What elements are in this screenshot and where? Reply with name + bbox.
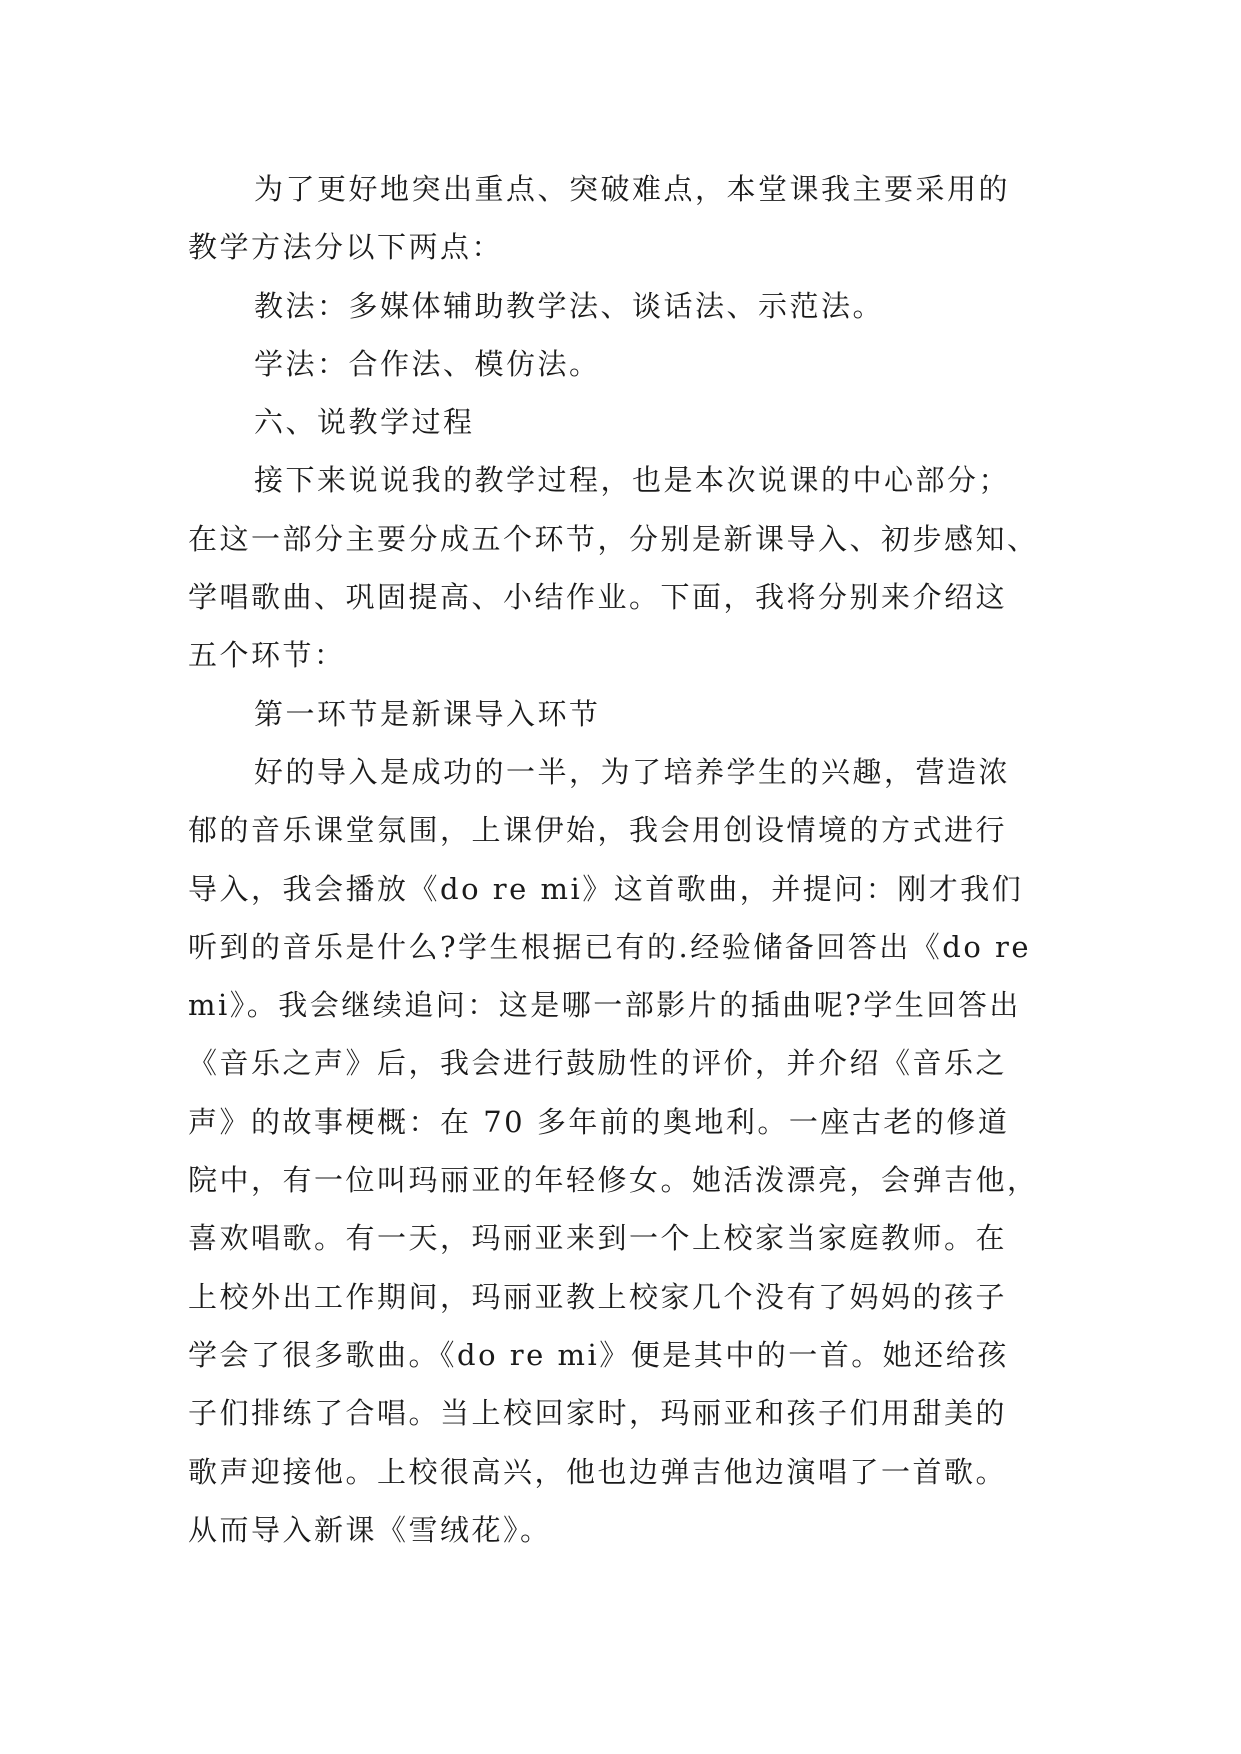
text-line: mi》。我会继续追问：这是哪一部影片的插曲呢?学生回答出 xyxy=(188,988,1021,1023)
text-line: 在这一部分主要分成五个环节，分别是新课导入、初步感知、 xyxy=(188,521,1039,556)
section-heading: 六、说教学过程 xyxy=(254,405,475,440)
document-body xyxy=(188,160,1068,1559)
text-line: 为了更好地突出重点、突破难点，本堂课我主要采用的 xyxy=(254,172,1011,206)
text-line: 学唱歌曲、巩固提高、小结作业。下面，我将分别来介绍这 xyxy=(188,580,1008,615)
text-line: 学会了很多歌曲。《do re mi》便是其中的一首。她还给孩 xyxy=(188,1337,1009,1372)
text-line: 好的导入是成功的一半，为了培养学生的兴趣，营造浓 xyxy=(254,754,1011,789)
text-line: 教学方法分以下两点： xyxy=(188,230,504,265)
text-line: 声》的故事梗概：在 70 多年前的奥地利。一座古老的修道 xyxy=(188,1104,1010,1139)
text-line: 喜欢唱歌。有一天，玛丽亚来到一个上校家当家庭教师。在 xyxy=(188,1221,1008,1256)
text-line: 五个环节： xyxy=(188,638,346,673)
text-line: 歌声迎接他。上校很高兴，他也边弹吉他边演唱了一首歌。 xyxy=(188,1454,1008,1489)
text-line: 学法：合作法、模仿法。 xyxy=(254,346,601,381)
text-line: 教法：多媒体辅助教学法、谈话法、示范法。 xyxy=(254,288,885,323)
text-line: 接下来说说我的教学过程，也是本次说课的中心部分； xyxy=(254,463,1011,498)
text-line: 从而导入新课《雪绒花》。 xyxy=(188,1512,552,1547)
text-line: 《音乐之声》后，我会进行鼓励性的评价，并介绍《音乐之 xyxy=(188,1046,1008,1081)
text-line: 院中，有一位叫玛丽亚的年轻修女。她活泼漂亮，会弹吉他， xyxy=(188,1163,1039,1198)
subsection-heading: 第一环节是新课导入环节 xyxy=(254,696,601,731)
text-line: 郁的音乐课堂氛围，上课伊始，我会用创设情境的方式进行 xyxy=(188,813,1008,848)
text-line: 子们排练了合唱。当上校回家时，玛丽亚和孩子们用甜美的 xyxy=(188,1396,1008,1431)
text-line: 导入，我会播放《do re mi》这首歌曲，并提问：刚才我们 xyxy=(188,871,1024,906)
text-line: 上校外出工作期间，玛丽亚教上校家几个没有了妈妈的孩子 xyxy=(188,1279,1008,1314)
text-line: 听到的音乐是什么?学生根据已有的.经验储备回答出《do re xyxy=(188,929,1032,964)
